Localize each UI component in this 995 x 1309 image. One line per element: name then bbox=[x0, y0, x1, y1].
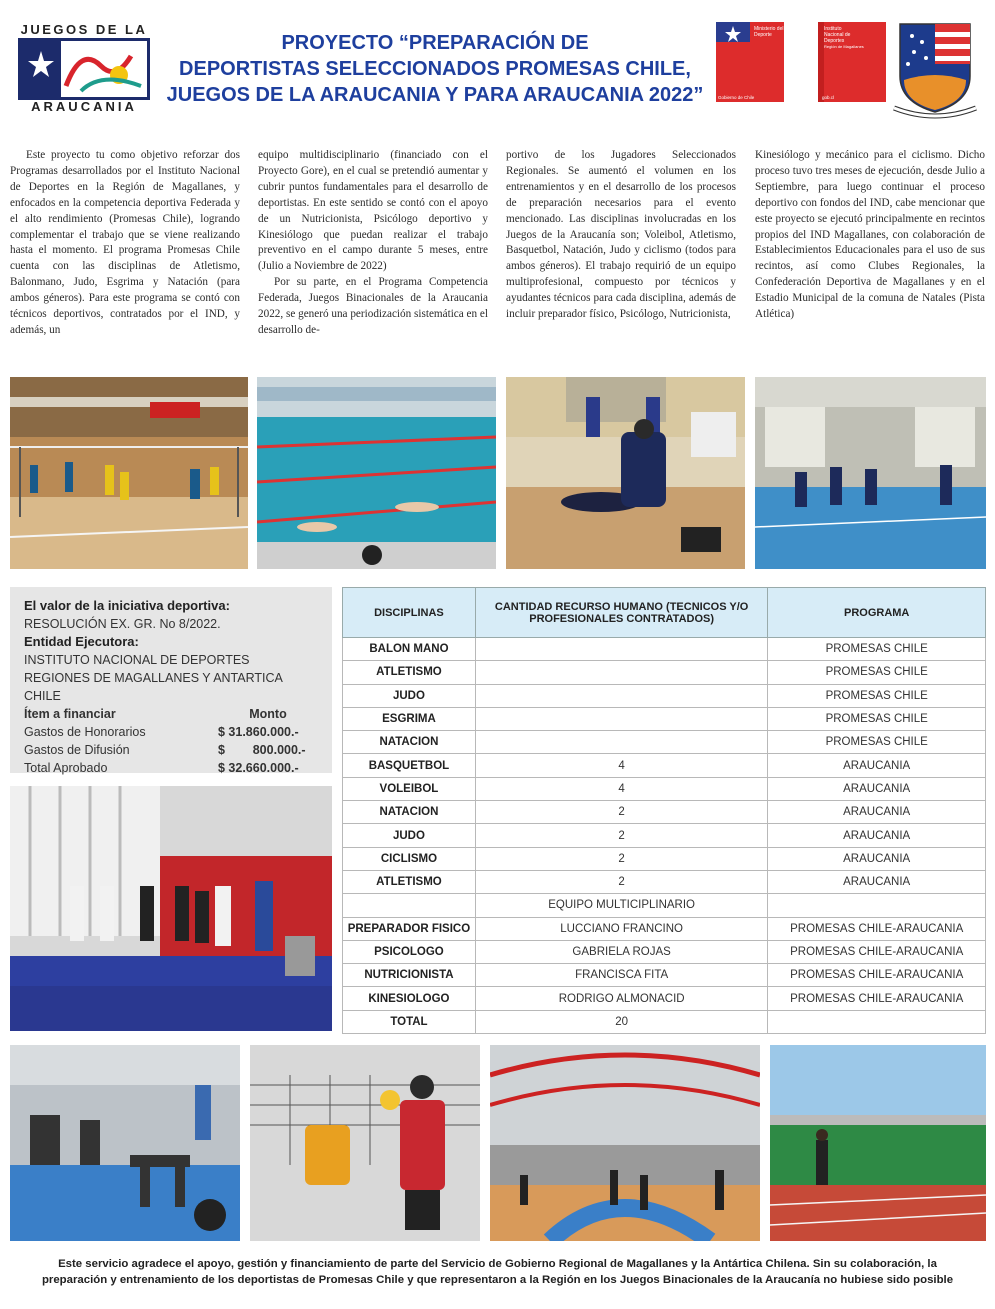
table-cell bbox=[475, 661, 767, 684]
table-cell: ARAUCANIA bbox=[768, 824, 986, 847]
title-line-2: DEPORTISTAS SELECCIONADOS PROMESAS CHILE, bbox=[179, 58, 691, 80]
table-cell: FRANCISCA FITA bbox=[475, 964, 767, 987]
acknowledgement-footer bbox=[10, 1256, 985, 1288]
value-label: El valor de la iniciativa deportiva: bbox=[24, 598, 230, 613]
article-column-2 bbox=[258, 148, 488, 339]
photo-swimming-pool bbox=[257, 377, 496, 569]
entity-text: INSTITUTO NACIONAL DE DEPORTES REGIONES DE MAGALLANES Y ANTARTICA CHILE bbox=[24, 653, 283, 703]
table-cell bbox=[768, 894, 986, 917]
table-header-cantidad: CANTIDAD RECURSO HUMANO (TECNICOS Y/O PROFESIONALES CONTRATADOS) bbox=[475, 588, 767, 638]
article-column-4 bbox=[755, 148, 985, 323]
table-header-programa: PROGRAMA bbox=[768, 588, 986, 638]
table-cell: 4 bbox=[475, 754, 767, 777]
photo-athletics-track bbox=[770, 1045, 986, 1241]
funding-row bbox=[24, 741, 318, 759]
page-title bbox=[165, 30, 705, 108]
gov-logo-2-foot: gob.cl bbox=[822, 95, 835, 100]
table-cell bbox=[475, 638, 767, 661]
gov-logo-1-line-2: Deporte bbox=[754, 32, 772, 38]
photo-judo-team bbox=[10, 786, 332, 1031]
column-2-text-a: equipo multidisciplinario (financiado con el Proyecto Gore), en el cual se pretendió aumentar y cubrir puntos fundamentales para el desarrollo de deportistas. En este sentido se contó con el apoyo de un Nutricionista, Psicólogo deportivo y Kinesiólogo que puedan realizar el trabajo preventivo en el campo durante 5 meses, entre (Julio a Noviembre de 2022) bbox=[258, 149, 488, 273]
funding-row bbox=[24, 723, 318, 741]
gov-logo-2-sub: Región de Magallanes bbox=[824, 44, 864, 49]
table-cell: PROMESAS CHILE bbox=[768, 638, 986, 661]
column-4-text: Kinesiólogo y mecánico para el ciclismo. Dicho proceso tuvo tres meses de ejecución, desde Julio a Septiembre, para luego continuar el proceso deportivo con fondos del IND, cabe mencionar que este proyecto se ejecutó principalmente en recintos propios del IND Magallanes, con colaboración de Establecimientos Educacionales para el uso de sus recintos, así como Clubes Regionales, la Confederación Deportiva de Magallanes y en el Estadio Municipal de la comuna de Natales (Pista Atlética) bbox=[755, 149, 985, 321]
table-cell: ARAUCANIA bbox=[768, 870, 986, 893]
funding-item: Gastos de Honorarios bbox=[24, 725, 146, 739]
table-cell: 2 bbox=[475, 824, 767, 847]
magallanes-shield-icon bbox=[892, 20, 978, 124]
table-cell: ATLETISMO bbox=[343, 870, 476, 893]
ind-logo bbox=[818, 22, 886, 108]
table-cell: 2 bbox=[475, 847, 767, 870]
logo-emblem-icon bbox=[18, 38, 150, 100]
logo-top-text: JUEGOS DE LA bbox=[20, 22, 148, 37]
photo-weight-room bbox=[10, 1045, 240, 1241]
table-row bbox=[343, 824, 986, 847]
table-cell: ARAUCANIA bbox=[768, 777, 986, 800]
funding-item: Gastos de Difusión bbox=[24, 743, 130, 757]
table-cell: PROMESAS CHILE-ARAUCANIA bbox=[768, 940, 986, 963]
photo-physiotherapy bbox=[506, 377, 745, 569]
table-cell: NUTRICIONISTA bbox=[343, 964, 476, 987]
resources-table bbox=[342, 587, 986, 1034]
table-row bbox=[343, 777, 986, 800]
gov-logo-2-line-3: Deportes bbox=[824, 38, 845, 44]
table-row bbox=[343, 707, 986, 730]
table-cell: PROMESAS CHILE-ARAUCANIA bbox=[768, 987, 986, 1010]
article-column-1 bbox=[10, 148, 240, 339]
photo-indoor-training bbox=[755, 377, 986, 569]
table-cell: ATLETISMO bbox=[343, 661, 476, 684]
footer-line-1: Este servicio agradece el apoyo, gestión y financiamiento de parte del Servicio de Gobierno Regional de Magallanes y la Antártica Chilena. Sin su colaboración, la bbox=[58, 1258, 937, 1270]
table-cell: RODRIGO ALMONACID bbox=[475, 987, 767, 1010]
table-cell bbox=[475, 707, 767, 730]
footer-line-2: preparación y entrenamiento de los deportistas de Promesas Chile y que representaron a la Región en los Juegos Binacionales de la Araucanía no hubiese sido posible bbox=[41, 1274, 954, 1286]
table-row bbox=[343, 917, 986, 940]
table-cell: PREPARADOR FISICO bbox=[343, 917, 476, 940]
table-cell: JUDO bbox=[343, 824, 476, 847]
table-row bbox=[343, 684, 986, 707]
photo-volleyball-spike bbox=[250, 1045, 480, 1241]
table-cell: ARAUCANIA bbox=[768, 754, 986, 777]
table-row bbox=[343, 987, 986, 1010]
table-cell: 4 bbox=[475, 777, 767, 800]
title-line-1: PROYECTO “PREPARACIÓN DE bbox=[281, 32, 589, 54]
column-1-text: Este proyecto tu como objetivo reforzar dos Programas desarrollados por el Instituto Nacional de Deportes en la Región de Magallanes, y enfocados en la competencia deportiva Federada y el alto rendimiento (Promesas Chile), logrando complementar el trabajo que se viene realizando hasta el momento. El programa Promesas Chile cuenta con las disciplinas de Atletismo, Balonmano, Judo, Esgrima y Natación (para ambos géneros). Para este programa se contó con técnicos deportivos, contratados por el IND, y además, un bbox=[10, 149, 240, 336]
table-cell: ARAUCANIA bbox=[768, 801, 986, 824]
table-cell: EQUIPO MULTICIPLINARIO bbox=[475, 894, 767, 917]
table-cell: PROMESAS CHILE bbox=[768, 684, 986, 707]
article-column-3 bbox=[506, 148, 736, 323]
table-cell: 2 bbox=[475, 801, 767, 824]
table-row bbox=[343, 638, 986, 661]
table-row bbox=[343, 661, 986, 684]
table-cell: JUDO bbox=[343, 684, 476, 707]
gov-logo-1-line-1: Ministerio del bbox=[754, 26, 784, 32]
table-row bbox=[343, 801, 986, 824]
table-cell bbox=[343, 894, 476, 917]
table-cell: TOTAL bbox=[343, 1010, 476, 1033]
table-cell: PROMESAS CHILE bbox=[768, 707, 986, 730]
funding-info-box bbox=[10, 587, 332, 773]
amount-column-header: Monto bbox=[249, 707, 287, 721]
table-cell: PROMESAS CHILE-ARAUCANIA bbox=[768, 917, 986, 940]
table-cell bbox=[475, 684, 767, 707]
table-cell: LUCCIANO FRANCINO bbox=[475, 917, 767, 940]
table-cell: GABRIELA ROJAS bbox=[475, 940, 767, 963]
table-cell: CICLISMO bbox=[343, 847, 476, 870]
table-row bbox=[343, 870, 986, 893]
title-line-3: JUEGOS DE LA ARAUCANIA Y PARA ARAUCANIA 2022” bbox=[166, 84, 704, 106]
column-2-text-b: Por su parte, en el Programa Competencia Federada, Juegos Binacionales de la Araucania 2022, se generó una periodización sistemática en el desarrollo de- bbox=[258, 276, 488, 336]
table-cell: BASQUETBOL bbox=[343, 754, 476, 777]
funding-amount: $ 32.660.000.- bbox=[218, 761, 299, 775]
table-row bbox=[343, 847, 986, 870]
table-row bbox=[343, 754, 986, 777]
table-row bbox=[343, 1010, 986, 1033]
photo-volleyball-gym bbox=[10, 377, 248, 569]
entity-label: Entidad Ejecutora: bbox=[24, 634, 139, 649]
gov-logo-2-line-2: Nacional de bbox=[824, 32, 851, 38]
gov-logo-2-text bbox=[824, 26, 882, 50]
ministerio-deporte-logo bbox=[716, 22, 784, 108]
funding-header-row bbox=[24, 705, 318, 723]
juegos-araucania-logo bbox=[14, 22, 154, 114]
table-cell: ARAUCANIA bbox=[768, 847, 986, 870]
photo-basketball-court bbox=[490, 1045, 760, 1241]
gov-logo-1-foot: Gobierno de Chile bbox=[718, 95, 755, 100]
logo-bottom-text: ARAUCANIA bbox=[31, 99, 137, 114]
item-column-header: Ítem a financiar bbox=[24, 707, 116, 721]
table-cell: PROMESAS CHILE bbox=[768, 731, 986, 754]
table-header-disciplinas: DISCIPLINAS bbox=[343, 588, 476, 638]
gov-logo-1-text bbox=[754, 26, 784, 38]
funding-row bbox=[24, 759, 318, 777]
table-cell: BALON MANO bbox=[343, 638, 476, 661]
table-row bbox=[343, 940, 986, 963]
table-cell: 20 bbox=[475, 1010, 767, 1033]
table-row bbox=[343, 731, 986, 754]
funding-item: Total Aprobado bbox=[24, 761, 108, 775]
table-row bbox=[343, 964, 986, 987]
gov-logo-2-line-1: Instituto bbox=[824, 26, 842, 32]
table-cell: PROMESAS CHILE-ARAUCANIA bbox=[768, 964, 986, 987]
table-cell: PROMESAS CHILE bbox=[768, 661, 986, 684]
funding-amount: $ 31.860.000.- bbox=[218, 725, 299, 739]
table-cell: VOLEIBOL bbox=[343, 777, 476, 800]
table-cell bbox=[475, 731, 767, 754]
resolution-text: RESOLUCIÓN EX. GR. No 8/2022. bbox=[24, 617, 221, 631]
table-row bbox=[343, 894, 986, 917]
table-cell: NATACION bbox=[343, 801, 476, 824]
table-cell: KINESIOLOGO bbox=[343, 987, 476, 1010]
column-3-text: portivo de los Jugadores Seleccionados Regionales. Se aumentó el volumen en los entrenamientos y en el desarrollo de los procesos de preparación necesarios para el evento mencionado. Las disciplinas involucradas en los Juegos de la Araucanía son; Voleibol, Atletismo, Basquetbol, Natación, Judo y ciclismo (todos para ambos géneros). El trabajo requirió de un equipo multiprofesional, compuesto por técnicos y ayudantes técnicos para cada disciplina, además de incluir preparador físico, Psicólogo, Nutricionista, bbox=[506, 149, 736, 321]
table-cell: ESGRIMA bbox=[343, 707, 476, 730]
table-cell: 2 bbox=[475, 870, 767, 893]
table-cell: PSICOLOGO bbox=[343, 940, 476, 963]
funding-amount: $ 800.000.- bbox=[218, 743, 306, 757]
table-cell bbox=[768, 1010, 986, 1033]
table-header-row bbox=[343, 588, 986, 638]
table-cell: NATACION bbox=[343, 731, 476, 754]
